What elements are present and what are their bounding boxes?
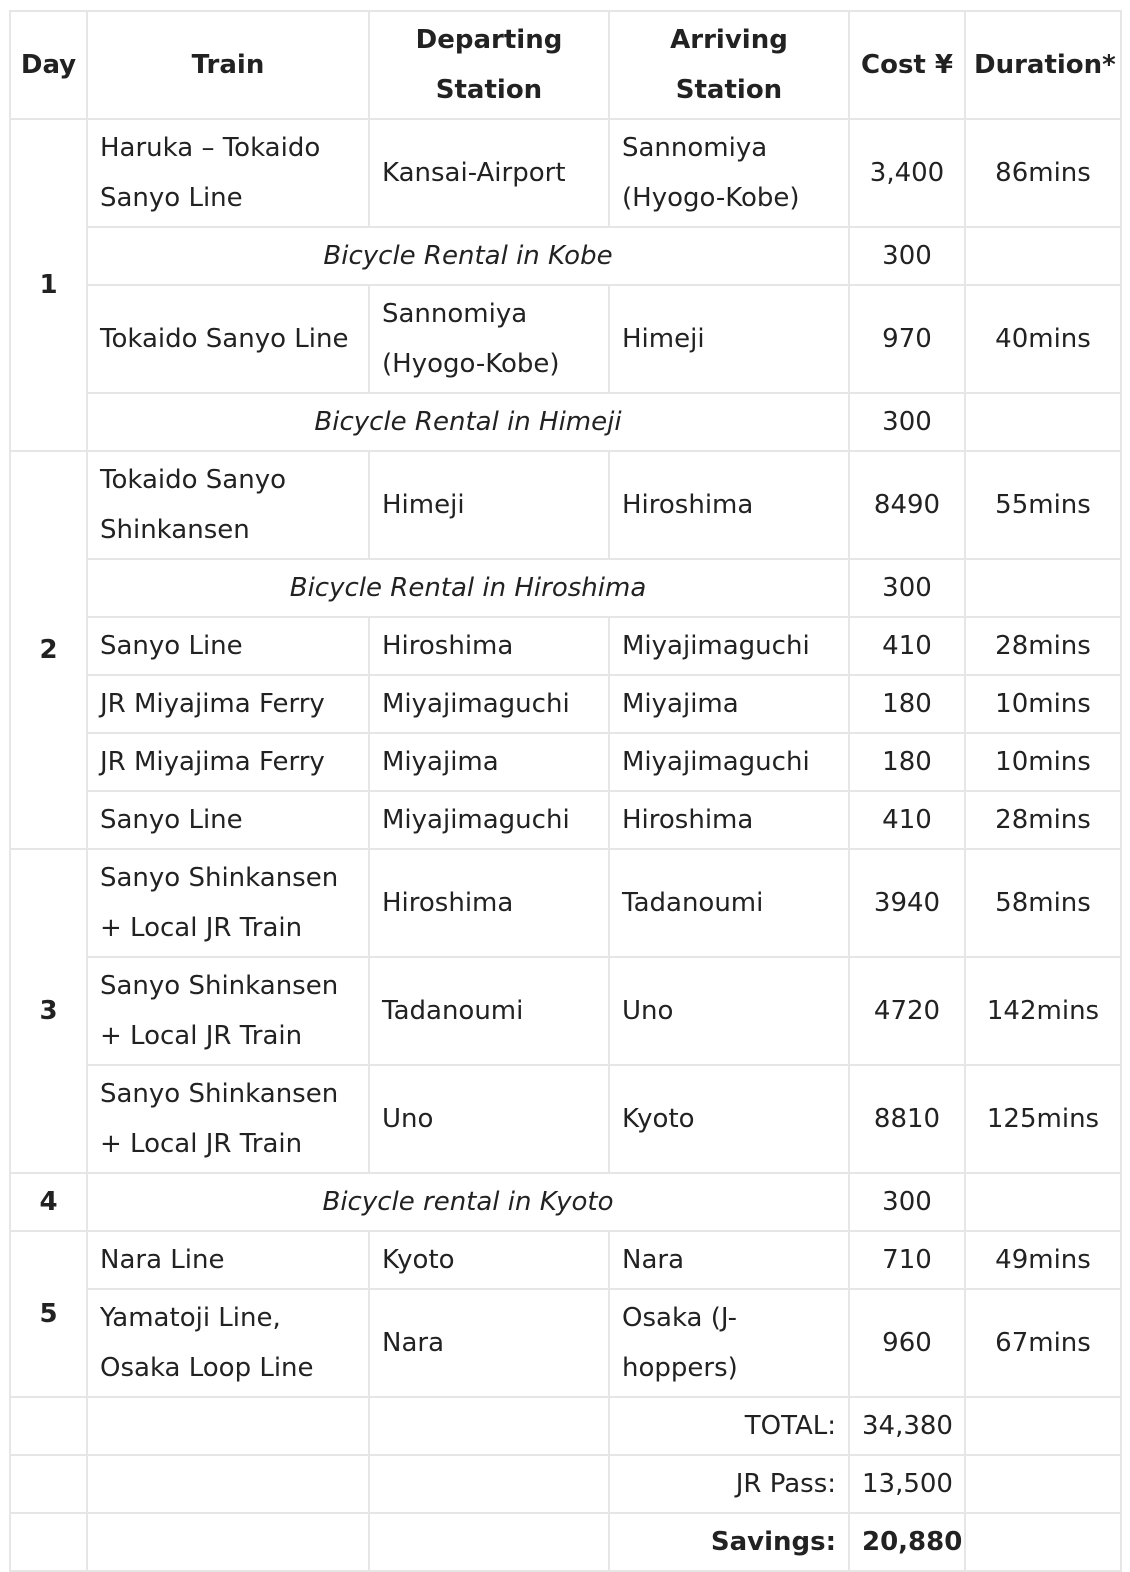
duration-cell [965, 559, 1121, 617]
summary-row-jr-pass [10, 1455, 1121, 1513]
rental-cell: Bicycle Rental in Hiroshima [87, 559, 849, 617]
duration-cell: 10mins [965, 675, 1121, 733]
rental-cell: Bicycle rental in Kyoto [87, 1173, 849, 1231]
train-cell: Sanyo Line [87, 617, 369, 675]
cost-cell: 710 [849, 1231, 965, 1289]
departing-cell: Hiroshima [369, 617, 609, 675]
cost-cell: 410 [849, 791, 965, 849]
rental-cell: Bicycle Rental in Himeji [87, 393, 849, 451]
train-cell: Yamatoji Line, Osaka Loop Line [87, 1289, 369, 1397]
train-cell: Sanyo Shinkansen + Local JR Train [87, 1065, 369, 1173]
train-cell: Sanyo Shinkansen + Local JR Train [87, 957, 369, 1065]
train-cell: Sanyo Shinkansen + Local JR Train [87, 849, 369, 957]
day-cell: 4 [10, 1173, 87, 1231]
summary-row-total [10, 1397, 1121, 1455]
cost-cell: 8490 [849, 451, 965, 559]
departing-cell: Himeji [369, 451, 609, 559]
table-row [10, 227, 1121, 285]
table-row [10, 675, 1121, 733]
duration-cell: 67mins [965, 1289, 1121, 1397]
cost-cell: 300 [849, 393, 965, 451]
day-cell: 3 [10, 849, 87, 1173]
arriving-cell: Kyoto [609, 1065, 849, 1173]
arriving-cell: Tadanoumi [609, 849, 849, 957]
duration-cell [965, 1173, 1121, 1231]
departing-cell: Hiroshima [369, 849, 609, 957]
rental-cell: Bicycle Rental in Kobe [87, 227, 849, 285]
itinerary-table [9, 10, 1122, 1572]
duration-cell: 28mins [965, 791, 1121, 849]
empty-cell [10, 1513, 87, 1571]
empty-cell [87, 1455, 369, 1513]
header-train: Train [87, 11, 369, 119]
arriving-cell: Sannomiya (Hyogo-Kobe) [609, 119, 849, 227]
table-row [10, 119, 1121, 227]
empty-cell [965, 1397, 1121, 1455]
table-row [10, 617, 1121, 675]
empty-cell [965, 1455, 1121, 1513]
arriving-cell: Hiroshima [609, 791, 849, 849]
duration-cell: 86mins [965, 119, 1121, 227]
arriving-cell: Himeji [609, 285, 849, 393]
arriving-cell: Miyajima [609, 675, 849, 733]
departing-cell: Tadanoumi [369, 957, 609, 1065]
header-cost: Cost ¥ [849, 11, 965, 119]
cost-cell: 3,400 [849, 119, 965, 227]
table-row [10, 1231, 1121, 1289]
header-day: Day [10, 11, 87, 119]
duration-cell [965, 227, 1121, 285]
table-row [10, 733, 1121, 791]
cost-cell: 4720 [849, 957, 965, 1065]
duration-cell: 40mins [965, 285, 1121, 393]
day-cell: 2 [10, 451, 87, 849]
duration-cell: 142mins [965, 957, 1121, 1065]
jr-pass-label: JR Pass: [609, 1455, 849, 1513]
departing-cell: Kansai-Airport [369, 119, 609, 227]
empty-cell [10, 1455, 87, 1513]
empty-cell [965, 1513, 1121, 1571]
arriving-cell: Miyajimaguchi [609, 733, 849, 791]
table-row [10, 559, 1121, 617]
cost-cell: 300 [849, 1173, 965, 1231]
day-cell: 1 [10, 119, 87, 451]
cost-cell: 970 [849, 285, 965, 393]
table-row [10, 451, 1121, 559]
train-cell: Tokaido Sanyo Line [87, 285, 369, 393]
summary-row-savings [10, 1513, 1121, 1571]
header-arriving: Arriving Station [609, 11, 849, 119]
departing-cell: Kyoto [369, 1231, 609, 1289]
arriving-cell: Nara [609, 1231, 849, 1289]
train-cell: Haruka – Tokaido Sanyo Line [87, 119, 369, 227]
empty-cell [87, 1397, 369, 1455]
arriving-cell: Uno [609, 957, 849, 1065]
arriving-cell: Miyajimaguchi [609, 617, 849, 675]
departing-cell: Nara [369, 1289, 609, 1397]
table-row [10, 791, 1121, 849]
departing-cell: Uno [369, 1065, 609, 1173]
duration-cell: 49mins [965, 1231, 1121, 1289]
empty-cell [369, 1513, 609, 1571]
total-label: TOTAL: [609, 1397, 849, 1455]
header-row [10, 11, 1121, 119]
departing-cell: Miyajima [369, 733, 609, 791]
header-departing: Departing Station [369, 11, 609, 119]
cost-cell: 300 [849, 227, 965, 285]
departing-cell: Sannomiya (Hyogo-Kobe) [369, 285, 609, 393]
duration-cell: 58mins [965, 849, 1121, 957]
arriving-cell: Osaka (J-hoppers) [609, 1289, 849, 1397]
empty-cell [369, 1455, 609, 1513]
cost-cell: 180 [849, 733, 965, 791]
header-duration: Duration* [965, 11, 1121, 119]
day-cell: 5 [10, 1231, 87, 1397]
cost-cell: 8810 [849, 1065, 965, 1173]
empty-cell [369, 1397, 609, 1455]
duration-cell: 55mins [965, 451, 1121, 559]
empty-cell [10, 1397, 87, 1455]
cost-cell: 3940 [849, 849, 965, 957]
empty-cell [87, 1513, 369, 1571]
duration-cell: 10mins [965, 733, 1121, 791]
table-row [10, 393, 1121, 451]
cost-cell: 180 [849, 675, 965, 733]
cost-cell: 300 [849, 559, 965, 617]
duration-cell [965, 393, 1121, 451]
table-row [10, 1065, 1121, 1173]
departing-cell: Miyajimaguchi [369, 675, 609, 733]
table-row [10, 957, 1121, 1065]
train-cell: Nara Line [87, 1231, 369, 1289]
savings-value: 20,880 [849, 1513, 965, 1571]
table-row [10, 1173, 1121, 1231]
table-row [10, 849, 1121, 957]
train-cell: Sanyo Line [87, 791, 369, 849]
total-value: 34,380 [849, 1397, 965, 1455]
train-cell: Tokaido Sanyo Shinkansen [87, 451, 369, 559]
table-row [10, 1289, 1121, 1397]
train-cell: JR Miyajima Ferry [87, 675, 369, 733]
duration-cell: 125mins [965, 1065, 1121, 1173]
jr-pass-value: 13,500 [849, 1455, 965, 1513]
savings-label: Savings: [609, 1513, 849, 1571]
departing-cell: Miyajimaguchi [369, 791, 609, 849]
table-row [10, 285, 1121, 393]
duration-cell: 28mins [965, 617, 1121, 675]
train-cell: JR Miyajima Ferry [87, 733, 369, 791]
cost-cell: 410 [849, 617, 965, 675]
arriving-cell: Hiroshima [609, 451, 849, 559]
cost-cell: 960 [849, 1289, 965, 1397]
